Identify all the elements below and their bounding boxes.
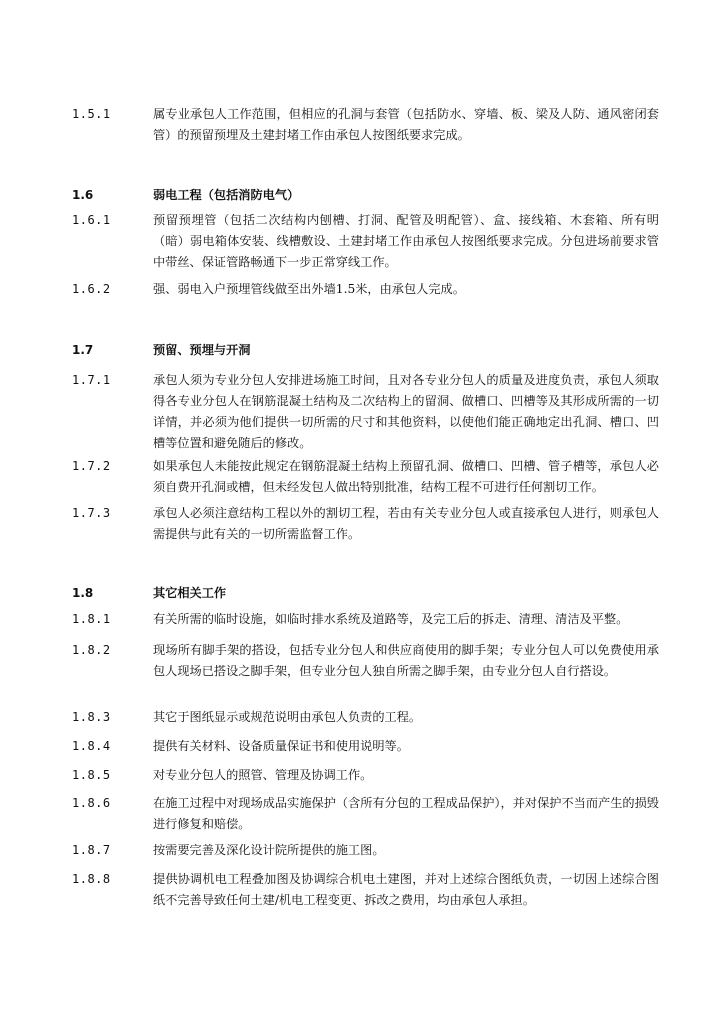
clause-number: 1.7.2 [72, 459, 111, 473]
clause-number: 1.7.1 [72, 373, 111, 387]
clause-text: 对专业分包人的照管、管理及协调工作。 [153, 768, 373, 782]
clause-number: 1.8.8 [72, 872, 111, 886]
section-number: 1.8 [72, 586, 94, 600]
clause-number: 1.8.6 [72, 796, 111, 810]
clause-text: 按需要完善及深化设计院所提供的施工图。 [153, 843, 385, 857]
clause-text: 在施工过程中对现场成品实施保护（含所有分包的工程成品保护），并对保护不当而产生的损毁进行修复和赔偿。 [153, 796, 659, 831]
section-number: 1.7 [72, 343, 94, 357]
clause-number: 1.8.2 [72, 643, 111, 657]
clause-text: 强、弱电入户预埋管线做至出外墙1.5米，由承包人完成。 [153, 282, 465, 296]
section-title: 预留、预埋与开洞 [153, 343, 251, 357]
clause-text: 如果承包人未能按此规定在钢筋混凝土结构上预留孔洞、做槽口、凹槽、管子槽等，承包人必须自费开孔洞或槽，但未经发包人做出特别批准，结构工程不可进行任何割切工作。 [153, 459, 659, 494]
clause-text: 有关所需的临时设施，如临时排水系统及道路等，及完工后的拆走、清理、清洁及平整。 [153, 612, 629, 626]
section-number: 1.6 [72, 188, 94, 202]
clause-text: 提供有关材料、设备质量保证书和使用说明等。 [153, 739, 409, 753]
clause-number: 1.8.5 [72, 768, 111, 782]
clause-number: 1.6.2 [72, 282, 111, 296]
clause-number: 1.6.1 [72, 213, 111, 227]
clause-number: 1.8.1 [72, 612, 111, 626]
clause-number: 1.5.1 [72, 107, 111, 121]
clause-text: 其它于图纸显示或规范说明由承包人负责的工程。 [153, 710, 422, 724]
clause-text: 承包人须为专业分包人安排进场施工时间，且对各专业分包人的质量及进度负责，承包人须取得各专业分包人在钢筋混凝土结构及二次结构上的留洞、做槽口、凹槽等及其形成所需的一切详情，并必须为他们提供一切所需的尺寸和其他资料，以使他们能正确地定出孔洞、槽口、凹槽等位置和避免随后的修改。 [153, 373, 659, 450]
section-title: 其它相关工作 [153, 586, 227, 600]
clause-number: 1.8.4 [72, 739, 111, 753]
clause-text: 预留预埋管（包括二次结构内刨槽、打洞、配管及明配管）、盒、接线箱、木套箱、所有明（暗）弱电箱体安装、线槽敷设、土建封堵工作由承包人按图纸要求完成。分包进场前要求管中带丝、保证管路畅通下一步正常穿线工作。 [153, 213, 659, 269]
clause-text: 提供协调机电工程叠加图及协调综合机电土建图，并对上述综合图纸负责，一切因上述综合图纸不完善导致任何土建/机电工程变更、拆改之费用，均由承包人承担。 [153, 872, 659, 907]
clause-number: 1.8.3 [72, 710, 111, 724]
clause-number: 1.7.3 [72, 506, 111, 520]
clause-text: 承包人必须注意结构工程以外的割切工程，若由有关专业分包人或直接承包人进行，则承包人需提供与此有关的一切所需监督工作。 [153, 506, 659, 541]
clause-text: 现场所有脚手架的搭设，包括专业分包人和供应商使用的脚手架；专业分包人可以免费使用承包人现场已搭设之脚手架，但专业分包人独自所需之脚手架，由专业分包人自行搭设。 [153, 643, 659, 678]
section-title: 弱电工程（包括消防电气） [153, 188, 300, 202]
clause-number: 1.8.7 [72, 843, 111, 857]
clause-text: 属专业承包人工作范围，但相应的孔洞与套管（包括防水、穿墙、板、梁及人防、通风密闭套管）的预留预埋及土建封堵工作由承包人按图纸要求完成。 [153, 107, 659, 142]
